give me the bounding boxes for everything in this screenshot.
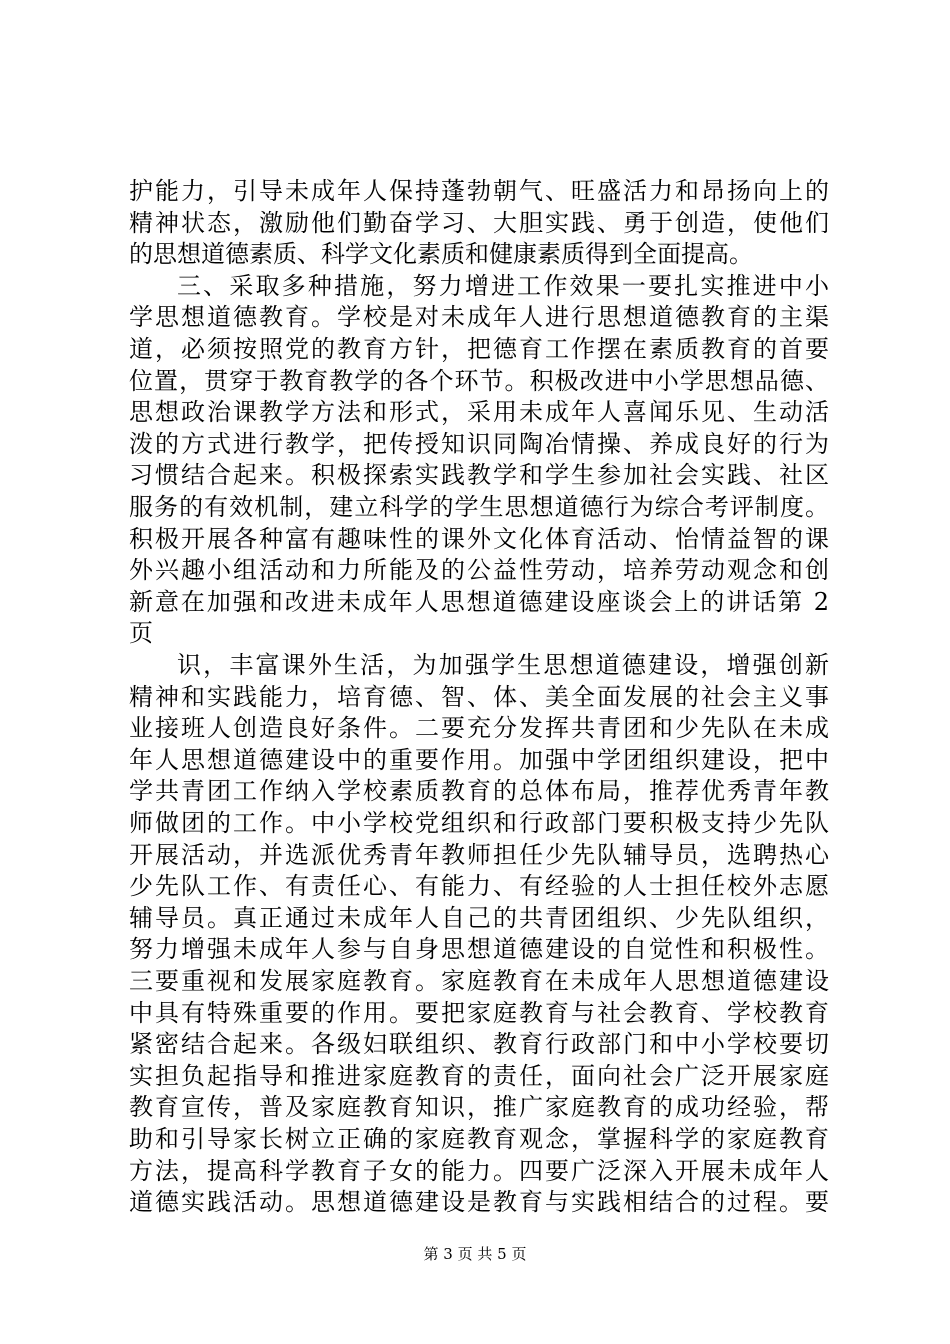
body-line: 三要重视和发展家庭教育。家庭教育在未成年人思想道德建设 (129, 967, 829, 995)
body-line: 学思想道德教育。学校是对未成年人进行思想道德教育的主渠 (129, 303, 829, 331)
body-line: 道，必须按照党的教育方针，把德育工作摆在素质教育的首要 (129, 335, 829, 363)
body-line: 位置，贯穿于教育教学的各个环节。积极改进中小学思想品德、 (129, 367, 829, 395)
body-line: 泼的方式进行教学，把传授知识同陶冶情操、养成良好的行为 (129, 430, 829, 458)
body-line: 外兴趣小组活动和力所能及的公益性劳动，培养劳动观念和创 (129, 556, 829, 584)
body-line: 教育宣传，普及家庭教育知识，推广家庭教育的成功经验，帮 (129, 1093, 829, 1121)
body-line: 业接班人创造良好条件。二要充分发挥共青团和少先队在未成 (129, 714, 829, 742)
body-line: 方法，提高科学教育子女的能力。四要广泛深入开展未成年人 (129, 1157, 829, 1185)
body-line: 积极开展各种富有趣味性的课外文化体育活动、怡情益智的课 (129, 525, 829, 553)
body-line: 思想政治课教学方法和形式，采用未成年人喜闻乐见、生动活 (129, 398, 829, 426)
body-line: 习惯结合起来。积极探索实践教学和学生参加社会实践、社区 (129, 461, 829, 489)
body-line: 实担负起指导和推进家庭教育的责任，面向社会广泛开展家庭 (129, 1062, 829, 1090)
body-line: 师做团的工作。中小学校党组织和行政部门要积极支持少先队 (129, 809, 829, 837)
body-line: 少先队工作、有责任心、有能力、有经验的人士担任校外志愿 (129, 872, 829, 900)
body-line: 紧密结合起来。各级妇联组织、教育行政部门和中小学校要切 (129, 1030, 829, 1058)
paragraph-start-line: 三、采取多种措施，努力增进工作效果一要扎实推进中小 (177, 272, 829, 300)
body-line: 页 (129, 619, 153, 647)
body-line: 精神状态，激励他们勤奋学习、大胆实践、勇于创造，使他们 (129, 209, 829, 237)
body-line: 服务的有效机制，建立科学的学生思想道德行为综合考评制度。 (129, 493, 829, 521)
body-line: 中具有特殊重要的作用。要把家庭教育与社会教育、学校教育 (129, 999, 829, 1027)
body-line: 新意在加强和改进未成年人思想道德建设座谈会上的讲话第 2 (129, 588, 829, 616)
body-line: 努力增强未成年人参与自身思想道德建设的自觉性和积极性。 (129, 935, 829, 963)
body-line: 精神和实践能力，培育德、智、体、美全面发展的社会主义事 (129, 683, 829, 711)
body-line: 护能力，引导未成年人保持蓬勃朝气、旺盛活力和昂扬向上的 (129, 177, 829, 205)
body-line: 的思想道德素质、科学文化素质和健康素质得到全面提高。 (129, 240, 753, 268)
body-line: 年人思想道德建设中的重要作用。加强中学团组织建设，把中 (129, 746, 829, 774)
body-line: 助和引导家长树立正确的家庭教育观念，掌握科学的家庭教育 (129, 1125, 829, 1153)
page-footer: 第 3 页 共 5 页 (423, 1245, 527, 1263)
body-line: 开展活动，并选派优秀青年教师担任少先队辅导员，选聘热心 (129, 841, 829, 869)
body-line: 学共青团工作纳入学校素质教育的总体布局，推荐优秀青年教 (129, 777, 829, 805)
paragraph-start-line: 识，丰富课外生活，为加强学生思想道德建设，增强创新 (177, 651, 829, 679)
body-line: 道德实践活动。思想道德建设是教育与实践相结合的过程。要 (129, 1188, 829, 1216)
body-line: 辅导员。真正通过未成年人自己的共青团组织、少先队组织， (129, 904, 829, 932)
